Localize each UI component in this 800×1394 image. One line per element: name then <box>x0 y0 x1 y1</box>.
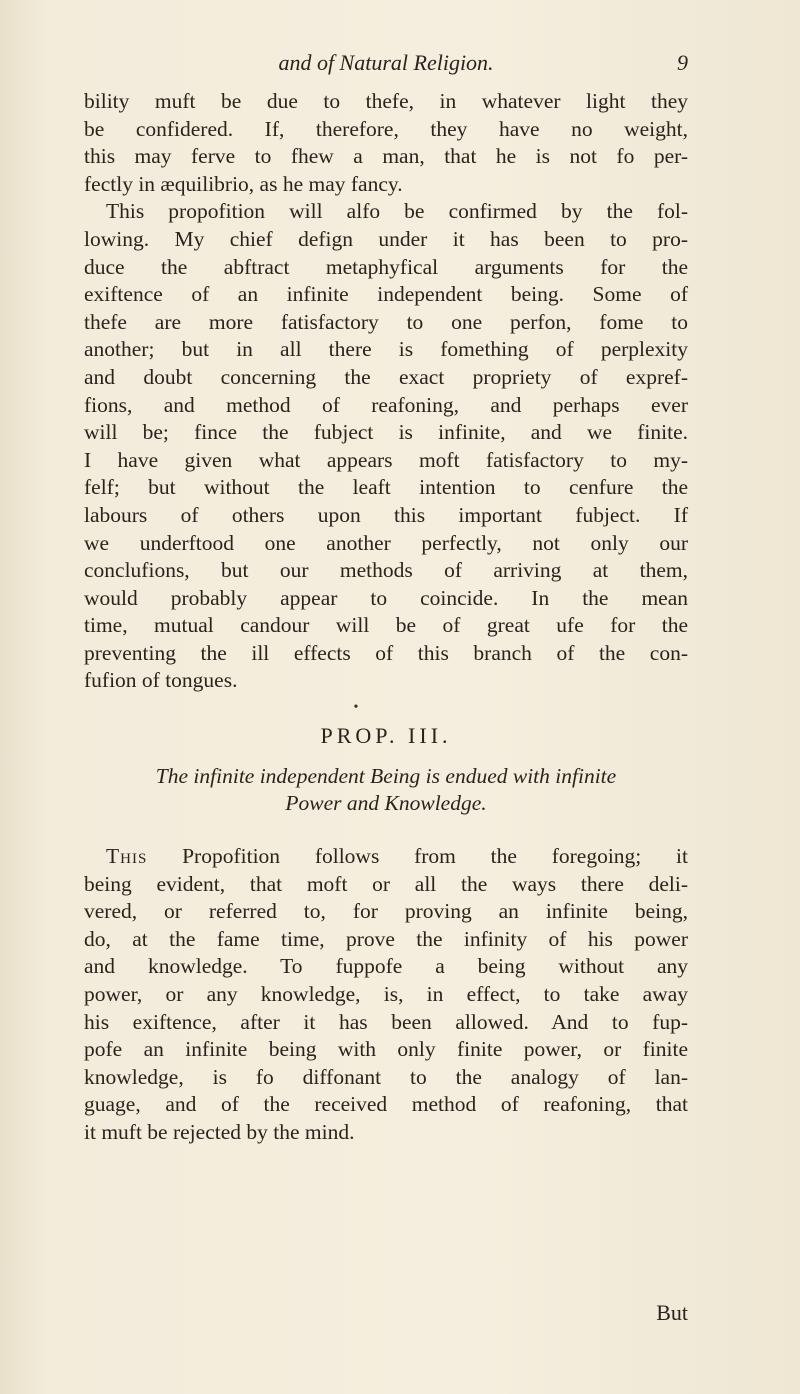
text-line: conclufions, but our methods of arriving at them, <box>84 558 688 583</box>
proposition-title <box>84 763 688 817</box>
first-word: This <box>106 844 148 869</box>
text-line: preventing the ill effects of this branch of the con- <box>84 640 688 665</box>
text-line: duce the abftract metaphyfical arguments for the <box>84 254 688 279</box>
text-line: knowledge, is fo diffonant to the analogy of lan- <box>84 1064 688 1089</box>
running-head-title: and of Natural Religion. <box>278 50 494 75</box>
text-line: this may ferve to fhew a man, that he is not fo per- <box>84 144 688 169</box>
text-line: vered, or referred to, for proving an infinite being, <box>84 899 688 924</box>
text-line: This propofition will alfo be confirmed by the fol- <box>106 199 688 224</box>
text-line: pofe an infinite being with only finite power, or finite <box>84 1037 688 1062</box>
proposition-heading: PROP. III. <box>320 723 452 749</box>
proposition-title-line: Power and Knowledge. <box>285 791 487 816</box>
text-line: exiftence of an infinite independent being. Some of <box>84 282 688 307</box>
text-line <box>84 843 688 871</box>
text-line: being evident, that moft or all the ways there deli- <box>84 871 688 896</box>
text-line: do, at the fame time, prove the infinity of his power <box>84 926 688 951</box>
text-line: I have given what appears moft fatisfactory to my- <box>84 447 688 472</box>
text-line: we underftood one another perfectly, not only our <box>84 530 688 555</box>
text-line: will be; fince the fubject is infinite, and we finite. <box>84 420 688 445</box>
text-line: bility muft be due to thefe, in whatever light they <box>84 89 688 113</box>
text-line: and knowledge. To fuppofe a being without any <box>84 954 688 979</box>
text-line: would probably appear to coincide. In the mean <box>84 585 688 610</box>
paragraph-continuation <box>84 88 688 695</box>
page-number: 9 <box>677 50 688 75</box>
text-line: it muft be rejected by the mind. <box>84 1120 355 1144</box>
text-line: fions, and method of reafoning, and perhaps ever <box>84 392 688 417</box>
running-head <box>84 38 688 88</box>
text-line: power, or any knowledge, is, in effect, to take away <box>84 982 688 1007</box>
text-line: fectly in æquilibrio, as he may fancy. <box>84 171 403 196</box>
text-fragment: Propofition follows from the foregoing; it <box>182 844 688 869</box>
text-line: and doubt concerning the exact propriety of expref- <box>84 364 688 389</box>
ornament-mark: • <box>353 700 359 716</box>
text-line: thefe are more fatisfactory to one perfon, fome to <box>84 309 688 334</box>
text-line: another; but in all there is fomething of perplexity <box>84 337 688 362</box>
text-line: labours of others upon this important fubject. If <box>84 502 688 527</box>
proposition-title-line: The infinite independent Being is endued with infinite <box>155 764 617 789</box>
text-line: time, mutual candour will be of great ufe for the <box>84 613 688 638</box>
text-line: guage, and of the received method of reafoning, that <box>84 1092 688 1117</box>
catchword: But <box>656 1300 688 1325</box>
text-line: his exiftence, after it has been allowed. And to fup- <box>84 1009 688 1034</box>
text-line: be confidered. If, therefore, they have no weight, <box>84 116 688 141</box>
text-line: felf; but without the leaft intention to cenfure the <box>84 475 688 500</box>
text-line: fufion of tongues. <box>84 668 238 693</box>
text-line: lowing. My chief defign under it has been to pro- <box>84 226 688 251</box>
paragraph-proof <box>84 843 688 1147</box>
